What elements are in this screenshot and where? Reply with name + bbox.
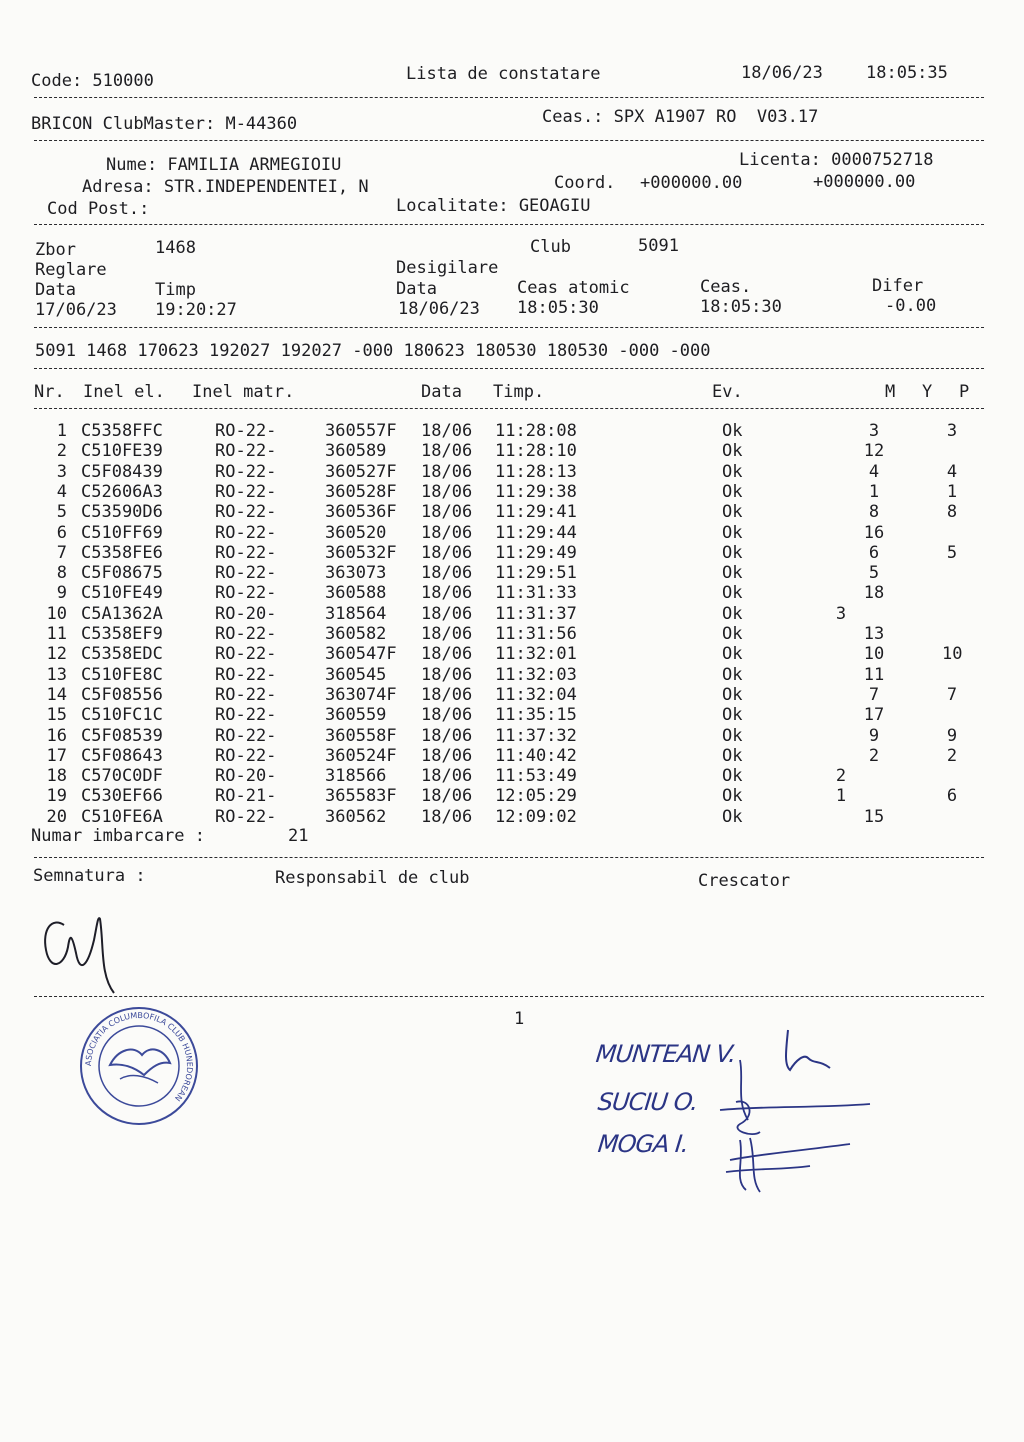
inel-matr-number: 363073 [325, 563, 387, 584]
row-time: 11:29:41 [495, 502, 577, 523]
row-date: 18/06 [421, 603, 473, 624]
row-date: 18/06 [421, 766, 473, 787]
table-row [0, 583, 1024, 603]
row-p: 6 [946, 786, 958, 807]
inel-matr: RO-22- [215, 684, 277, 705]
handwritten-signatures [700, 1020, 880, 1200]
row-date: 18/06 [421, 461, 473, 482]
inel-matr-number: 360562 [325, 806, 387, 827]
separator [34, 140, 984, 141]
row-ev: Ok [722, 563, 743, 584]
row-time: 11:31:56 [495, 624, 577, 644]
table-row [0, 644, 1024, 664]
inel-el: C5358FE6 [81, 542, 163, 563]
row-time: 11:29:51 [495, 563, 577, 584]
inel-el: C53590D6 [81, 502, 163, 523]
code-label: Code: 510000 [31, 71, 154, 91]
inel-matr: RO-22- [215, 583, 277, 604]
row-date: 18/06 [421, 502, 473, 523]
row-time: 11:32:04 [495, 684, 577, 705]
row-number: 9 [56, 583, 67, 604]
separator [34, 368, 984, 369]
licenta: Licenta: 0000752718 [739, 150, 934, 170]
row-number: 7 [56, 542, 67, 563]
row-p: 2 [946, 745, 958, 766]
inel-el: C5F08643 [81, 745, 163, 766]
inel-matr: RO-20- [215, 766, 277, 787]
inel-matr-number: 360527F [325, 461, 397, 482]
row-number: 20 [46, 806, 67, 827]
row-ev: Ok [722, 664, 743, 685]
row-number: 10 [46, 603, 67, 624]
inel-matr-number: 360547F [325, 644, 397, 665]
table-row [0, 665, 1024, 685]
inel-matr: RO-22- [215, 705, 277, 726]
header-nr: Nr. [34, 382, 65, 402]
row-p: 3 [946, 421, 958, 441]
row-y: 13 [863, 624, 885, 644]
row-m: 1 [835, 786, 847, 807]
row-y: 8 [868, 502, 880, 523]
inel-matr-number: 318564 [325, 603, 387, 624]
code-line: 5091 1468 170623 192027 192027 -000 180623 180530 180530 -000 -000 [35, 341, 711, 361]
row-time: 11:37:32 [495, 725, 577, 746]
header-time: 18:05:35 [866, 63, 948, 83]
row-ev: Ok [722, 725, 743, 746]
desigilare-label: Desigilare [396, 258, 499, 278]
cod-postal: Cod Post.: [47, 199, 150, 219]
row-y: 16 [863, 522, 885, 543]
row-y: 12 [863, 441, 885, 462]
reglare-timp: 19:20:27 [155, 300, 237, 320]
inel-el: C530EF66 [81, 786, 163, 807]
inel-matr: RO-22- [215, 441, 277, 462]
table-row [0, 421, 1024, 441]
row-number: 13 [46, 664, 67, 685]
row-time: 12:09:02 [495, 806, 577, 827]
inel-matr: RO-22- [215, 502, 277, 523]
separator [34, 408, 984, 409]
header-timp: Timp. [493, 382, 545, 402]
row-number: 18 [46, 766, 67, 787]
row-time: 11:28:08 [495, 421, 577, 441]
inel-matr-number: 360520 [325, 522, 387, 543]
row-ev: Ok [722, 644, 743, 665]
reglare-timp-label: Timp [155, 280, 196, 300]
table-row [0, 543, 1024, 563]
inel-el: C5358FFC [81, 421, 163, 441]
row-date: 18/06 [421, 542, 473, 563]
inel-matr-number: 360582 [325, 624, 387, 644]
inel-matr: RO-22- [215, 644, 277, 665]
separator [34, 97, 984, 98]
row-number: 15 [46, 705, 67, 726]
inel-el: C5358EDC [81, 644, 163, 665]
zbor-value: 1468 [155, 238, 196, 258]
inel-el: C570C0DF [81, 766, 163, 787]
inel-el: C5F08439 [81, 461, 163, 482]
ceas-id: Ceas.: SPX A1907 RO V03.17 [542, 107, 819, 127]
row-ev: Ok [722, 583, 743, 604]
inel-el: C5A1362A [81, 603, 163, 624]
separator [34, 327, 984, 328]
row-date: 18/06 [421, 583, 473, 604]
table-row [0, 726, 1024, 746]
separator [34, 996, 984, 997]
row-y: 1 [868, 481, 880, 502]
semnatura-label: Semnatura : [33, 866, 146, 886]
row-ev: Ok [722, 786, 743, 807]
row-ev: Ok [722, 806, 743, 827]
table-row [0, 705, 1024, 725]
inel-matr: RO-22- [215, 563, 277, 584]
inel-el: C510FE39 [81, 441, 163, 462]
row-time: 11:28:13 [495, 461, 577, 482]
inel-matr-number: 360545 [325, 664, 387, 685]
separator [34, 224, 984, 225]
row-number: 8 [56, 563, 67, 584]
row-date: 18/06 [421, 441, 473, 462]
inel-matr: RO-22- [215, 725, 277, 746]
club-label: Club [530, 237, 571, 257]
row-y: 5 [868, 563, 880, 584]
inel-matr-number: 360557F [325, 421, 397, 441]
inel-matr-number: 360558F [325, 725, 397, 746]
row-ev: Ok [722, 502, 743, 523]
reglare-data: 17/06/23 [35, 300, 117, 320]
row-number: 11 [46, 624, 67, 644]
row-ev: Ok [722, 421, 743, 441]
row-time: 11:53:49 [495, 766, 577, 787]
row-number: 3 [56, 461, 67, 482]
row-time: 11:29:49 [495, 542, 577, 563]
row-y: 15 [863, 806, 885, 827]
row-ev: Ok [722, 461, 743, 482]
row-number: 19 [46, 786, 67, 807]
row-p: 10 [942, 644, 963, 665]
inel-el: C510FF69 [81, 522, 163, 543]
row-date: 18/06 [421, 624, 473, 644]
table-row [0, 502, 1024, 522]
inel-matr: RO-22- [215, 481, 277, 502]
row-p: 8 [946, 502, 958, 523]
stamp-text: ASOCIATIA COLUMBOFILA CLUB HUNEDOREAN [83, 1010, 195, 1103]
table-row [0, 563, 1024, 583]
header-data: Data [421, 382, 462, 402]
row-y: 10 [863, 644, 885, 665]
crescator-label: Crescator [698, 871, 791, 891]
inel-matr: RO-22- [215, 542, 277, 563]
inel-matr: RO-22- [215, 624, 277, 644]
inel-el: C510FE49 [81, 583, 163, 604]
row-time: 12:05:29 [495, 786, 577, 807]
row-p: 7 [946, 684, 958, 705]
signature-scribble [34, 905, 124, 1000]
inel-el: C5F08675 [81, 563, 163, 584]
owner-address: Adresa: STR.INDEPENDENTEI, N [82, 177, 369, 197]
row-p: 5 [946, 542, 958, 563]
header-date: 18/06/23 [741, 63, 823, 83]
row-y: 2 [868, 745, 880, 766]
table-row [0, 766, 1024, 786]
club-value: 5091 [638, 236, 679, 256]
row-ev: Ok [722, 603, 743, 624]
row-y: 17 [863, 705, 885, 726]
row-date: 18/06 [421, 684, 473, 705]
row-y: 18 [863, 583, 885, 604]
row-number: 6 [56, 522, 67, 543]
coord-value-2: +000000.00 [813, 172, 916, 192]
row-time: 11:35:15 [495, 705, 577, 726]
row-date: 18/06 [421, 481, 473, 502]
row-ev: Ok [722, 542, 743, 563]
desigilare-data-label: Data [396, 279, 437, 299]
inel-matr: RO-22- [215, 421, 277, 441]
row-date: 18/06 [421, 644, 473, 665]
row-y: 7 [868, 684, 880, 705]
row-ev: Ok [722, 624, 743, 644]
zbor-label: Zbor [35, 240, 76, 260]
inel-matr: RO-22- [215, 522, 277, 543]
row-ev: Ok [722, 441, 743, 462]
desigilare-data: 18/06/23 [398, 299, 480, 319]
difer-value: -0.00 [885, 296, 937, 316]
inel-el: C52606A3 [81, 481, 163, 502]
row-y: 11 [863, 664, 885, 685]
inel-el: C5F08556 [81, 684, 163, 705]
clubmaster-id: BRICON ClubMaster: M-44360 [31, 114, 298, 134]
row-number: 5 [56, 502, 67, 523]
inel-matr-number: 360532F [325, 542, 397, 563]
row-ev: Ok [722, 705, 743, 726]
table-row [0, 807, 1024, 827]
row-ev: Ok [722, 481, 743, 502]
row-p: 9 [946, 725, 958, 746]
row-m: 2 [835, 766, 847, 787]
handwritten-name-3: MOGA I. [596, 1130, 690, 1158]
inel-matr-number: 365583F [325, 786, 397, 807]
table-row [0, 482, 1024, 502]
row-y: 9 [868, 725, 880, 746]
inel-el: C510FE6A [81, 806, 163, 827]
owner-name: Nume: FAMILIA ARMEGIOIU [106, 155, 342, 175]
ceas-atomic-label: Ceas atomic [517, 278, 630, 298]
row-date: 18/06 [421, 664, 473, 685]
row-p: 4 [946, 461, 958, 482]
inel-el: C510FC1C [81, 705, 163, 726]
inel-matr-number: 360536F [325, 502, 397, 523]
ceas-label: Ceas. [700, 277, 752, 297]
inel-matr: RO-22- [215, 745, 277, 766]
ceas-value: 18:05:30 [700, 297, 782, 317]
inel-matr-number: 360528F [325, 481, 397, 502]
coord-value-1: +000000.00 [640, 173, 743, 193]
document-title: Lista de constatare [406, 64, 601, 84]
row-number: 16 [46, 725, 67, 746]
inel-matr-number: 360559 [325, 705, 387, 726]
inel-matr: RO-22- [215, 806, 277, 827]
table-header [0, 382, 1024, 402]
row-y: 4 [868, 461, 880, 482]
row-date: 18/06 [421, 745, 473, 766]
row-number: 14 [46, 684, 67, 705]
row-date: 18/06 [421, 705, 473, 726]
row-ev: Ok [722, 522, 743, 543]
inel-matr: RO-20- [215, 603, 277, 624]
ceas-atomic-value: 18:05:30 [517, 298, 599, 318]
header-inel-matr: Inel matr. [192, 382, 295, 402]
row-time: 11:31:37 [495, 603, 577, 624]
row-number: 17 [46, 745, 67, 766]
row-time: 11:29:44 [495, 522, 577, 543]
row-time: 11:32:03 [495, 664, 577, 685]
inel-el: C5358EF9 [81, 624, 163, 644]
row-ev: Ok [722, 766, 743, 787]
row-date: 18/06 [421, 806, 473, 827]
club-stamp [78, 1005, 200, 1127]
inel-el: C5F08539 [81, 725, 163, 746]
inel-matr-number: 360524F [325, 745, 397, 766]
header-m: M [885, 382, 896, 402]
row-date: 18/06 [421, 563, 473, 584]
row-time: 11:32:01 [495, 644, 577, 665]
header-ev: Ev. [712, 382, 743, 402]
row-time: 11:28:10 [495, 441, 577, 462]
table-row [0, 786, 1024, 806]
row-p: 1 [946, 481, 958, 502]
row-time: 11:29:38 [495, 481, 577, 502]
responsabil-label: Responsabil de club [275, 868, 470, 888]
localitate: Localitate: GEOAGIU [396, 196, 591, 216]
coord-label: Coord. [554, 173, 616, 193]
row-number: 4 [56, 481, 67, 502]
table-row [0, 746, 1024, 766]
row-ev: Ok [722, 684, 743, 705]
difer-label: Difer [872, 276, 924, 296]
table-row [0, 685, 1024, 705]
row-ev: Ok [722, 745, 743, 766]
page-number: 1 [514, 1009, 525, 1029]
inel-matr-number: 363074F [325, 684, 397, 705]
row-date: 18/06 [421, 786, 473, 807]
inel-matr: RO-21- [215, 786, 277, 807]
header-p: P [959, 382, 970, 402]
imbarcare-label: Numar imbarcare : [31, 826, 205, 846]
reglare-label: Reglare [35, 260, 107, 280]
row-m: 3 [835, 603, 847, 624]
table-row [0, 523, 1024, 543]
table-row [0, 604, 1024, 624]
row-date: 18/06 [421, 522, 473, 543]
row-number: 12 [46, 644, 67, 665]
reglare-data-label: Data [35, 280, 76, 300]
handwritten-name-1: MUNTEAN V. [594, 1040, 737, 1068]
header-inel-el: Inel el. [83, 382, 165, 402]
separator [34, 857, 984, 858]
inel-matr-number: 360589 [325, 441, 387, 462]
imbarcare-value: 21 [288, 826, 309, 846]
row-y: 6 [868, 542, 880, 563]
row-number: 1 [56, 421, 67, 441]
inel-el: C510FE8C [81, 664, 163, 685]
inel-matr-number: 318566 [325, 766, 387, 787]
table-row [0, 624, 1024, 644]
row-date: 18/06 [421, 421, 473, 441]
handwritten-name-2: SUCIU O. [596, 1088, 699, 1116]
row-y: 3 [868, 421, 880, 441]
table-row [0, 462, 1024, 482]
inel-matr: RO-22- [215, 461, 277, 482]
header-y: Y [922, 382, 933, 402]
table-row [0, 441, 1024, 461]
row-number: 2 [56, 441, 67, 462]
row-date: 18/06 [421, 725, 473, 746]
inel-matr-number: 360588 [325, 583, 387, 604]
inel-matr: RO-22- [215, 664, 277, 685]
row-time: 11:31:33 [495, 583, 577, 604]
row-time: 11:40:42 [495, 745, 577, 766]
